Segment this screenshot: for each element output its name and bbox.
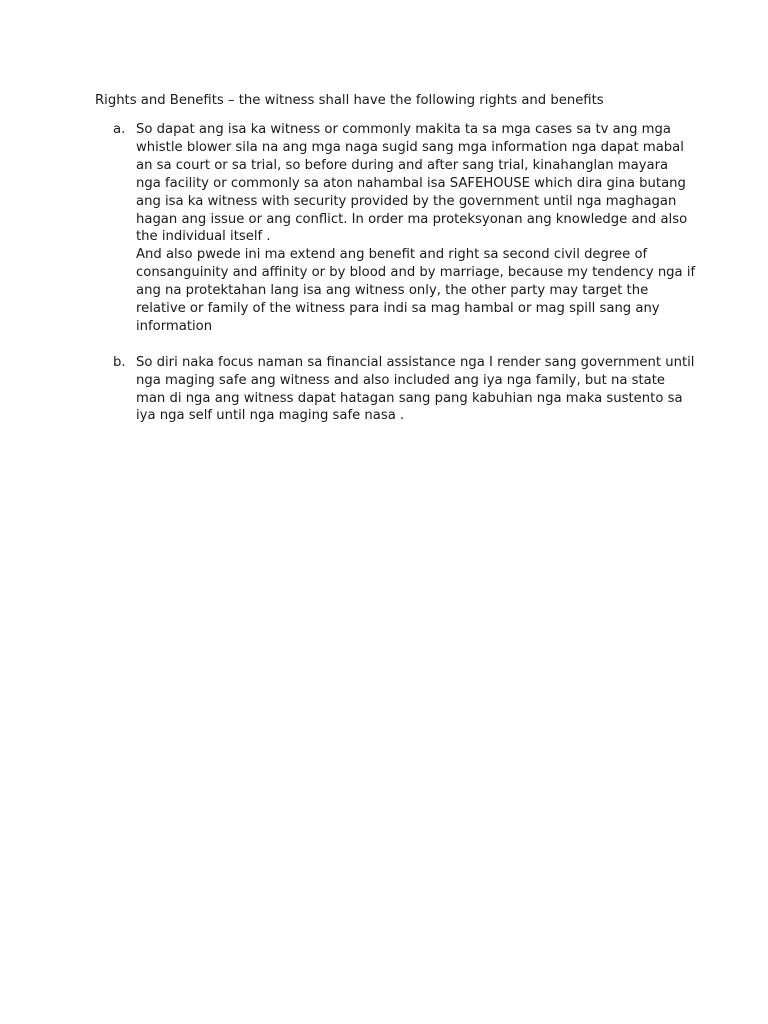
paragraph: So dapat ang isa ka witness or commonly makita ta sa mga cases sa tv ang mga whistle blower sila na ang mga naga sugid sang mga information nga dapat mabal an sa court or sa trial, so before during and after sang trial, kinahanglan mayara nga facility or commonly sa aton nahambal isa SAFEHOUSE which dira gina butang ang isa ka witness with security provided by the government until nga maghagan hagan ang issue or ang conflict. In order ma proteksyonan ang knowledge and also the individual itself . — [136, 122, 688, 245]
list-marker: a. — [113, 122, 126, 137]
paragraph: And also pwede ini ma extend ang benefit and right sa second civil degree of consanguinity and affinity or by blood and by marriage, because my tendency nga if ang na protektahan lang isa ang witness only, the other party may target the relative or family of the witness para indi sa mag hambal or mag spill sang any information — [136, 247, 696, 334]
paragraph: So diri naka focus naman sa financial assistance nga I render sang government until nga maging safe ang witness and also included ang iya nga family, but na state man di nga ang witness dapat hatagan sang pang kabuhian nga maka sustento sa iya nga self until nga maging safe nasa . — [136, 354, 695, 424]
rights-list — [95, 121, 695, 425]
list-marker: b. — [113, 354, 126, 370]
list-item-b — [95, 354, 695, 426]
list-item-body — [136, 354, 696, 426]
section-heading: Rights and Benefits – the witness shall have the following rights and benefits — [95, 93, 604, 108]
list-item-a — [95, 121, 695, 336]
list-item-body — [136, 121, 696, 336]
